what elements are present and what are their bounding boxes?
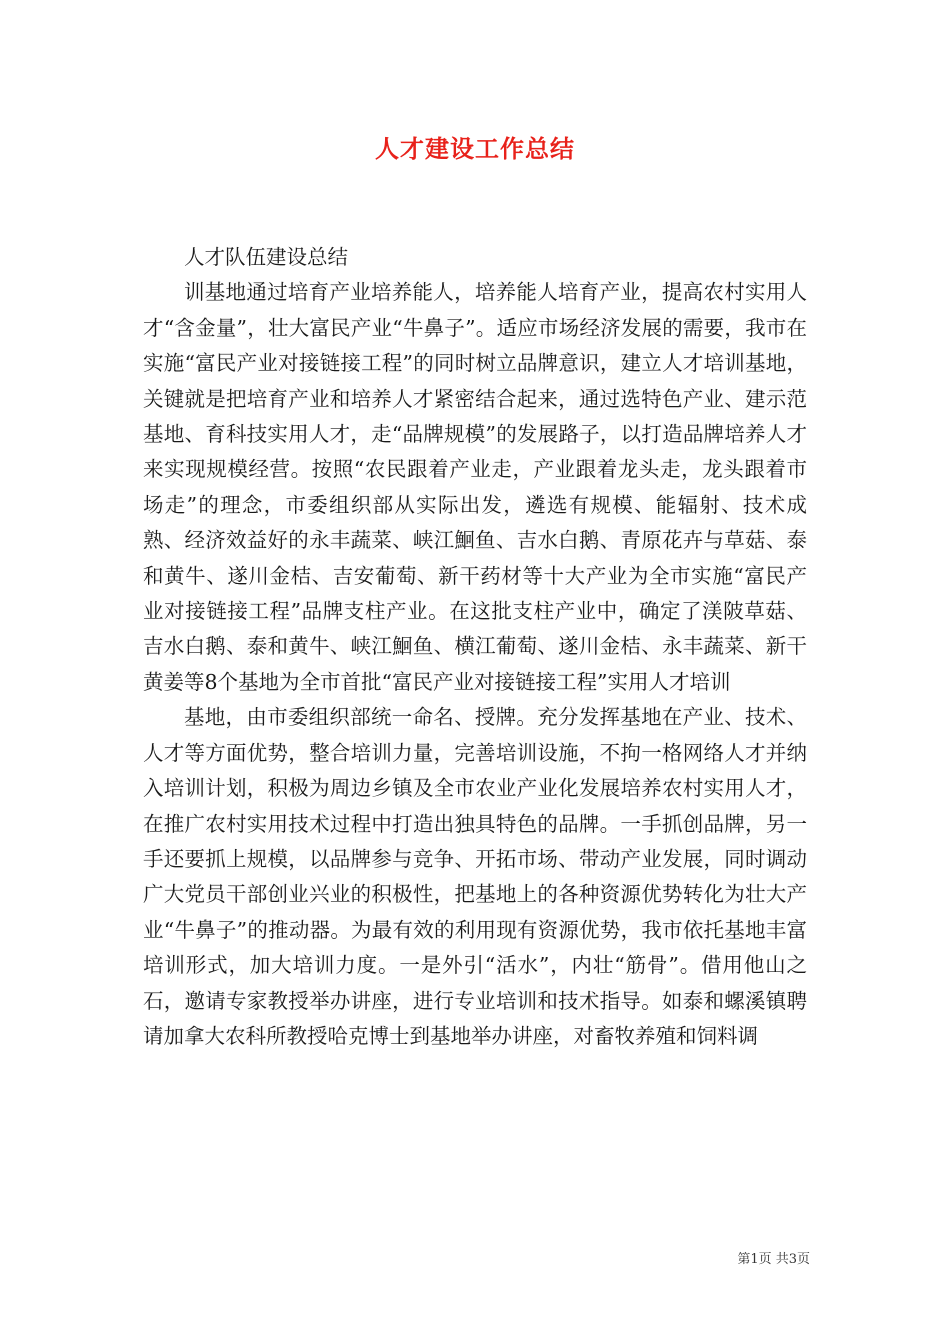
body-paragraph-2: 基地，由市委组织部统一命名、授牌。充分发挥基地在产业、技术、人才等方面优势，整合培训力量，完善培训设施，不拘一格网络人才并纳入培训计划，积极为周边乡镇及全市农业产业化发展培养农村实用人才，在推广农村实用技术过程中打造出独具特色的品牌。一手抓创品牌，另一手还要抓上规模，以品牌参与竞争、开拓市场、带动产业发展，同时调动广大党员干部创业兴业的积极性，把基地上的各种资源优势转化为壮大产业“牛鼻子”的推动器。为最有效的利用现有资源优势，我市依托基地丰富培训形式，加大培训力度。一是外引“活水”，内壮“筋骨”。借用他山之石，邀请专家教授举办讲座，进行专业培训和技术指导。如泰和螺溪镇聘请加拿大农科所教授哈克博士到基地举办讲座，对畜牧养殖和饲料调 bbox=[143, 705, 807, 1048]
body-paragraph-1: 训基地通过培育产业培养能人，培养能人培育产业，提高农村实用人才“含金量”，壮大富民产业“牛鼻子”。适应市场经济发展的需要，我市在实施“富民产业对接链接工程”的同时树立品牌意识，建立人才培训基地，关键就是把培育产业和培养人才紧密结合起来，通过选特色产业、建示范基地、育科技实用人才，走“品牌规模”的发展路子，以打造品牌培养人才来实现规模经营。按照“农民跟着产业走，产业跟着龙头走，龙头跟着市场走”的理念，市委组织部从实际出发，遴选有规模、能辐射、技术成熟、经济效益好的永丰蔬菜、峡江鮰鱼、吉水白鹅、青原花卉与草菇、泰和黄牛、遂川金桔、吉安葡萄、新干药材等十大产业为全市实施“富民产业对接链接工程”品牌支柱产业。在这批支柱产业中，确定了渼陂草菇、吉水白鹅、泰和黄牛、峡江鮰鱼、横江葡萄、遂川金桔、永丰蔬菜、新干黄姜等8个基地为全市首批“富民产业对接链接工程”实用人才培训 bbox=[143, 280, 807, 694]
page-number-footer: 第1页 共3页 bbox=[737, 1252, 810, 1267]
document-body bbox=[143, 240, 807, 1054]
document-title: 人才建设工作总结 bbox=[375, 135, 575, 163]
section-subheading: 人才队伍建设总结 bbox=[184, 245, 348, 269]
